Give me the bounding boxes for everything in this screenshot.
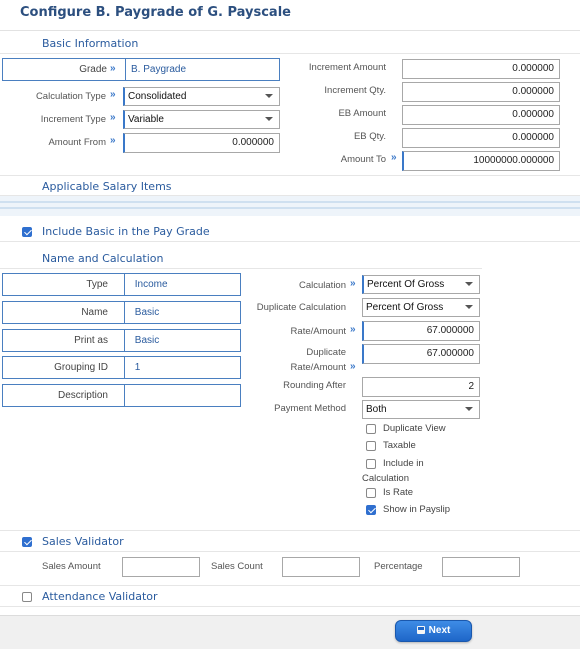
is-rate-label: Is Rate: [383, 487, 414, 498]
sales-amount-input[interactable]: [122, 557, 200, 577]
increment-amount-label: Increment Amount: [308, 62, 386, 73]
show-in-payslip-checkbox[interactable]: [366, 505, 376, 515]
band-line: [0, 207, 580, 209]
required-marker-icon: »: [350, 278, 356, 289]
duplicate-rate-label-line1: Duplicate: [306, 347, 346, 358]
divider: [0, 268, 482, 269]
sales-count-label: Sales Count: [211, 561, 263, 572]
description-label: Description: [57, 390, 108, 401]
payment-method-select[interactable]: [362, 400, 480, 419]
duplicate-view-label: Duplicate View: [383, 423, 446, 434]
required-marker-icon: »: [350, 361, 356, 372]
print-as-row: [2, 329, 241, 352]
calculation-type-value: Consolidated: [128, 91, 187, 102]
increment-qty-input[interactable]: 0.000000: [402, 82, 560, 102]
calculation-type-label: Calculation Type: [35, 91, 106, 102]
applicable-salary-items-heading: Applicable Salary Items: [42, 180, 172, 193]
rounding-after-label: Rounding After: [283, 380, 346, 391]
required-marker-icon: »: [350, 324, 356, 335]
taxable-checkbox[interactable]: [366, 441, 376, 451]
amount-from-input[interactable]: 0.000000: [123, 133, 280, 153]
divider: [0, 585, 580, 586]
save-icon: [417, 626, 425, 634]
type-value[interactable]: Income: [134, 279, 168, 290]
divider: [0, 175, 580, 176]
amount-to-input[interactable]: 10000000.000000: [402, 151, 560, 171]
chevron-down-icon: [465, 282, 473, 286]
include-in-calculation-label-line2: Calculation: [362, 473, 409, 484]
increment-type-value: Variable: [128, 114, 164, 125]
divider: [0, 551, 580, 552]
chevron-down-icon: [465, 407, 473, 411]
calculation-value: Percent Of Gross: [367, 279, 445, 290]
next-button-label: Next: [428, 625, 451, 636]
duplicate-calculation-label: Duplicate Calculation: [256, 302, 346, 313]
duplicate-rate-label-line2: Rate/Amount: [290, 362, 346, 373]
show-in-payslip-label: Show in Payslip: [383, 504, 451, 515]
taxable-label: Taxable: [383, 440, 416, 451]
amount-to-label: Amount To: [340, 154, 386, 165]
grouping-id-row: [2, 356, 241, 379]
band-line: [0, 201, 580, 203]
include-basic-label: Include Basic in the Pay Grade: [42, 225, 210, 238]
grouping-id-value[interactable]: 1: [134, 362, 141, 373]
chevron-down-icon: [465, 305, 473, 309]
name-value[interactable]: Basic: [134, 307, 160, 318]
is-rate-checkbox[interactable]: [366, 488, 376, 498]
type-row: [2, 273, 241, 296]
required-marker-icon: »: [110, 89, 116, 100]
description-row: [2, 384, 241, 407]
salary-items-band: [0, 196, 580, 216]
increment-type-label: Increment Type: [40, 114, 106, 125]
eb-qty-input[interactable]: 0.000000: [402, 128, 560, 148]
percentage-input[interactable]: [442, 557, 520, 577]
rounding-after-input[interactable]: 2: [362, 377, 480, 397]
page-title: Configure B. Paygrade of G. Payscale: [20, 5, 291, 20]
rate-amount-label: Rate/Amount: [290, 326, 346, 337]
required-marker-icon: »: [110, 135, 116, 146]
percentage-label: Percentage: [374, 561, 423, 572]
required-marker-icon: »: [391, 152, 397, 163]
payment-method-value: Both: [366, 404, 387, 415]
sales-validator-label: Sales Validator: [42, 535, 124, 548]
rate-amount-input[interactable]: 67.000000: [362, 321, 480, 341]
amount-from-label: Amount From: [48, 137, 106, 148]
basic-info-heading: Basic Information: [42, 37, 139, 50]
grouping-id-label: Grouping ID: [54, 362, 108, 373]
required-marker-icon: »: [110, 63, 116, 74]
sales-validator-checkbox[interactable]: [22, 537, 32, 547]
required-marker-icon: »: [110, 112, 116, 123]
calculation-type-select[interactable]: [123, 87, 280, 106]
include-in-calculation-label: Include in: [383, 458, 424, 469]
include-basic-checkbox[interactable]: [22, 227, 32, 237]
sales-count-input[interactable]: [282, 557, 360, 577]
type-label: Type: [86, 279, 108, 290]
name-row: [2, 301, 241, 324]
eb-amount-label: EB Amount: [338, 108, 386, 119]
divider: [0, 530, 580, 531]
footer-bar: [0, 615, 580, 649]
divider: [0, 241, 580, 242]
eb-qty-label: EB Qty.: [353, 131, 386, 142]
eb-amount-input[interactable]: 0.000000: [402, 105, 560, 125]
calculation-select[interactable]: [362, 275, 480, 294]
duplicate-calculation-value: Percent Of Gross: [366, 302, 444, 313]
payment-method-label: Payment Method: [274, 403, 346, 414]
increment-amount-input[interactable]: 0.000000: [402, 59, 560, 79]
include-in-calculation-checkbox[interactable]: [366, 459, 376, 469]
name-label: Name: [81, 307, 108, 318]
calculation-label: Calculation: [299, 280, 346, 291]
print-as-label: Print as: [74, 335, 108, 346]
title-divider: [0, 30, 580, 31]
duplicate-view-checkbox[interactable]: [366, 424, 376, 434]
name-calculation-heading: Name and Calculation: [42, 252, 164, 265]
sales-amount-label: Sales Amount: [42, 561, 101, 572]
attendance-validator-label: Attendance Validator: [42, 590, 158, 603]
next-button[interactable]: [395, 620, 472, 642]
divider: [0, 606, 580, 607]
increment-type-select[interactable]: [123, 110, 280, 129]
duplicate-calculation-select[interactable]: [362, 298, 480, 317]
grade-value[interactable]: B. Paygrade: [131, 64, 187, 75]
divider: [0, 53, 580, 54]
duplicate-rate-input[interactable]: 67.000000: [362, 344, 480, 364]
print-as-value[interactable]: Basic: [134, 335, 160, 346]
attendance-validator-checkbox[interactable]: [22, 592, 32, 602]
increment-qty-label: Increment Qty.: [324, 85, 386, 96]
grade-label: Grade: [79, 64, 107, 75]
